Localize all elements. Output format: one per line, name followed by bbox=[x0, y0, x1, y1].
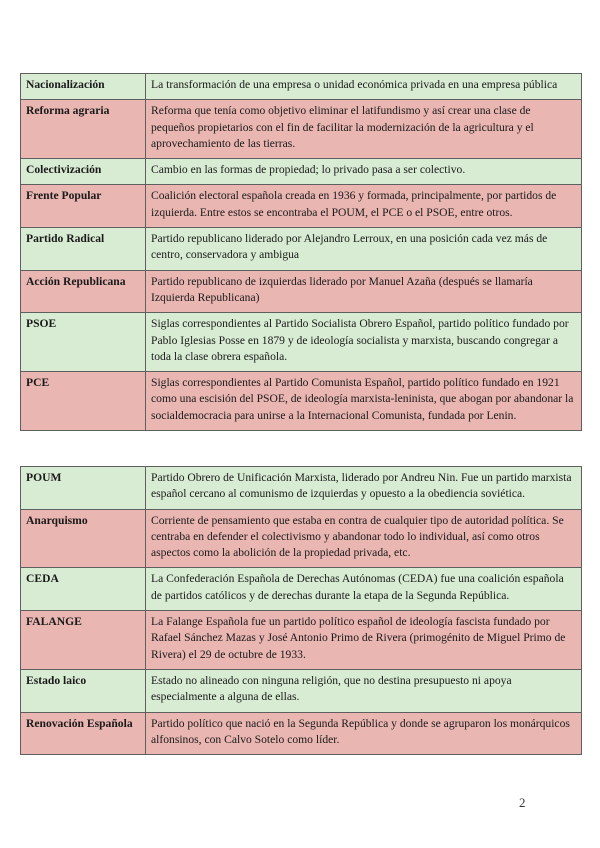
table-row bbox=[21, 568, 582, 611]
definition-cell: Partido republicano de izquierdas liderado por Manuel Azaña (después se llamaría Izquierda Republicana) bbox=[146, 270, 582, 313]
definition-cell: Partido político que nació en la Segunda República y donde se agruparon los monárquicos alfonsinos, con Calvo Sotelo como líder. bbox=[146, 712, 582, 755]
table-row bbox=[21, 372, 582, 431]
definition-cell: Coalición electoral española creada en 1936 y formada, principalmente, por partidos de izquierda. Entre estos se encontraba el POUM, el PCE o el PSOE, entre otros. bbox=[146, 185, 582, 228]
table-row bbox=[21, 712, 582, 755]
term-cell: Estado laico bbox=[21, 669, 146, 712]
term-cell: Partido Radical bbox=[21, 228, 146, 271]
term-cell: Anarquismo bbox=[21, 509, 146, 568]
page-number: 2 bbox=[519, 795, 526, 810]
table-row bbox=[21, 611, 582, 670]
term-cell: PCE bbox=[21, 372, 146, 431]
term-cell: PSOE bbox=[21, 313, 146, 372]
definition-cell: Estado no alineado con ninguna religión, que no destina presupuesto ni apoya especialmente a alguna de ellas. bbox=[146, 669, 582, 712]
definition-cell: La transformación de una empresa o unidad económica privada en una empresa pública bbox=[146, 74, 582, 100]
definition-cell: La Falange Española fue un partido político español de ideología fascista fundado por Rafael Sánchez Mazas y José Antonio Primo de Rivera (primogénito de Miguel Primo de Rivera) el 29 de octubre de 1933. bbox=[146, 611, 582, 670]
table-row bbox=[21, 509, 582, 568]
table-row bbox=[21, 270, 582, 313]
definition-cell: Siglas correspondientes al Partido Comunista Español, partido político fundado en 1921 como una escisión del PSOE, de ideología marxista-leninista, que abogan por abandonar la socialdemocracia para unirse a la Internacional Comunista, fundada por Lenin. bbox=[146, 372, 582, 431]
term-cell: POUM bbox=[21, 467, 146, 510]
definition-cell: Siglas correspondientes al Partido Socialista Obrero Español, partido político fundado por Pablo Iglesias Posse en 1879 y de ideología socialista y marxista, buscando congregar a toda la clase obrera española. bbox=[146, 313, 582, 372]
term-cell: FALANGE bbox=[21, 611, 146, 670]
definition-cell: Partido republicano liderado por Alejandro Lerroux, en una posición cada vez más de centro, conservadora y ambigua bbox=[146, 228, 582, 271]
glossary-table-1 bbox=[20, 73, 582, 431]
table-row bbox=[21, 185, 582, 228]
term-cell: CEDA bbox=[21, 568, 146, 611]
definition-cell: La Confederación Española de Derechas Autónomas (CEDA) fue una coalición española de partidos católicos y de derechas durante la etapa de la Segunda República. bbox=[146, 568, 582, 611]
table-row bbox=[21, 74, 582, 100]
table-row bbox=[21, 313, 582, 372]
table-row bbox=[21, 100, 582, 159]
table-row bbox=[21, 159, 582, 185]
table-row bbox=[21, 228, 582, 271]
glossary-table-2 bbox=[20, 466, 582, 755]
term-cell: Acción Republicana bbox=[21, 270, 146, 313]
term-cell: Nacionalización bbox=[21, 74, 146, 100]
table-row bbox=[21, 467, 582, 510]
term-cell: Reforma agraria bbox=[21, 100, 146, 159]
term-cell: Colectivización bbox=[21, 159, 146, 185]
definition-cell: Reforma que tenía como objetivo eliminar el latifundismo y así crear una clase de pequeños propietarios con el fin de facilitar la modernización de la agricultura y el aprovechamiento de las tierras. bbox=[146, 100, 582, 159]
definition-cell: Corriente de pensamiento que estaba en contra de cualquier tipo de autoridad política. Se centraba en defender el colectivismo y abandonar todo lo individual, así como otros aspectos como la abolición de la propiedad privada, etc. bbox=[146, 509, 582, 568]
definition-cell: Cambio en las formas de propiedad; lo privado pasa a ser colectivo. bbox=[146, 159, 582, 185]
term-cell: Renovación Española bbox=[21, 712, 146, 755]
definition-cell: Partido Obrero de Unificación Marxista, liderado por Andreu Nin. Fue un partido marxista español cercano al comunismo de izquierdas y opuesto a la obediencia soviética. bbox=[146, 467, 582, 510]
term-cell: Frente Popular bbox=[21, 185, 146, 228]
table-row bbox=[21, 669, 582, 712]
